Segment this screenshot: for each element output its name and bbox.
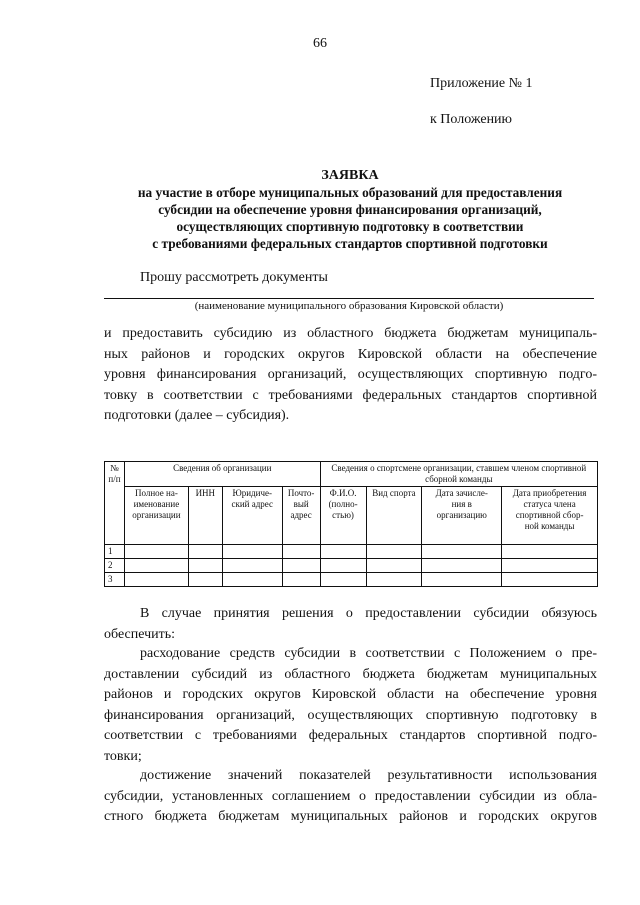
- field-caption: (наименование муниципального образования Кировской области): [194, 300, 504, 312]
- row-number: 2: [105, 559, 125, 573]
- header-text: организацию: [436, 510, 487, 520]
- table-cell: [422, 545, 502, 559]
- col-header-team-status-date: [502, 487, 598, 545]
- table-cell: [366, 559, 422, 573]
- header-text: вый: [293, 499, 309, 509]
- table-cell: [320, 545, 366, 559]
- header-text: статуса члена: [523, 499, 576, 509]
- col-num-header: [105, 462, 125, 545]
- header-text: адрес: [290, 510, 312, 520]
- table-cell: [366, 545, 422, 559]
- text-line: стного бюджета бюджетам муниципальных районов и городских округов: [104, 809, 597, 824]
- paragraph-spending: [104, 644, 597, 767]
- table-cell: [188, 573, 222, 587]
- table-cell: [320, 573, 366, 587]
- appendix-reference: к Положению: [430, 112, 513, 127]
- header-text: спортивной сбор-: [515, 510, 584, 520]
- table-cell: [502, 545, 598, 559]
- text-line: обеспечить:: [104, 626, 175, 642]
- header-text: стью): [332, 510, 354, 520]
- table-cell: [124, 573, 188, 587]
- table-row: [105, 545, 598, 559]
- table-cell: [124, 559, 188, 573]
- appendix-label: Приложение № 1: [430, 76, 533, 91]
- row-number: 1: [105, 545, 125, 559]
- table-cell: [282, 573, 320, 587]
- table-header-row: [105, 487, 598, 545]
- table-cell: [320, 559, 366, 573]
- text-line: районов и городских округов Кировской области на обеспечение уровня: [104, 687, 597, 702]
- header-text: ский адрес: [231, 499, 273, 509]
- table-cell: [282, 545, 320, 559]
- col-header-postal-address: [282, 487, 320, 545]
- text-line: В случае принятия решения о предоставлении субсидии обязуюсь: [140, 606, 597, 621]
- header-text: Вид спорта: [372, 488, 416, 498]
- title-line: с требованиями федеральных стандартов спортивной подготовки: [152, 236, 548, 251]
- header-text: Дата зачисле-: [435, 488, 488, 498]
- text-line: подготовки (далее – субсидия).: [104, 408, 290, 423]
- table-cell: [188, 545, 222, 559]
- text-line: субсидии, установленных соглашением о предоставлении субсидии из обла-: [104, 788, 597, 804]
- header-text: ной команды: [524, 521, 575, 531]
- text-line: уровня финансирования организаций, осуществляющих спортивную подго-: [104, 367, 597, 382]
- table-cell: [422, 573, 502, 587]
- group-athlete-header: Сведения о спортсмене организации, ставшем членом спортивной сборной команды: [320, 462, 597, 487]
- col-header-sport: [366, 487, 422, 545]
- table-row: [105, 573, 598, 587]
- document-title: [100, 167, 600, 252]
- table-cell: [222, 559, 282, 573]
- paragraph-subsidy-request: [104, 324, 597, 427]
- text-line: расходование средств субсидии в соответствии с Положением о пре-: [140, 646, 597, 661]
- title-line: субсидии на обеспечение уровня финансирования организаций,: [158, 202, 542, 217]
- text-line: финансирования организаций, осуществляющих спортивную подготовку в: [104, 707, 597, 723]
- text-line: товку в соответствии с требованиями федеральных стандартов спортивной: [104, 387, 597, 403]
- table-cell: [502, 559, 598, 573]
- title-line: осуществляющих спортивную подготовку в соответствии: [176, 219, 524, 234]
- table-cell: [282, 559, 320, 573]
- paragraph-performance: [104, 766, 597, 828]
- text-line: товки;: [104, 748, 142, 764]
- header-text: Полное на-: [134, 488, 178, 498]
- page-number: 66: [313, 36, 327, 51]
- header-text: Юридиче-: [232, 488, 272, 498]
- col-header-enrollment-date: [422, 487, 502, 545]
- fill-in-line: [104, 298, 594, 299]
- table-cell: [124, 545, 188, 559]
- header-text: ния в: [451, 499, 472, 509]
- text-line: и предоставить субсидию из областного бюджета бюджетам муниципаль-: [104, 326, 597, 341]
- col-header-inn: [188, 487, 222, 545]
- text-line: ных районов и городских округов Кировской области на обеспечение: [104, 346, 597, 362]
- text-line: доставлении субсидий из областного бюджета бюджетам муниципальных: [104, 666, 597, 682]
- table-group-header-row: [105, 462, 598, 487]
- col-header-org-name: [124, 487, 188, 545]
- col-header-legal-address: [222, 487, 282, 545]
- col-header-full-name: [320, 487, 366, 545]
- table-cell: [188, 559, 222, 573]
- header-text: №: [110, 463, 119, 473]
- header-text: организации: [132, 510, 181, 520]
- header-text: п/п: [108, 474, 121, 484]
- text-line: соответствии с требованиями федеральных стандартов спортивной подго-: [104, 728, 597, 743]
- table-row: [105, 559, 598, 573]
- title-main: ЗАЯВКА: [321, 168, 379, 183]
- header-text: (полно-: [328, 499, 358, 509]
- group-organization-header: Сведения об организации: [124, 462, 320, 487]
- table-cell: [502, 573, 598, 587]
- table-cell: [222, 545, 282, 559]
- table-cell: [366, 573, 422, 587]
- header-text: ИНН: [195, 488, 216, 498]
- table-cell: [422, 559, 502, 573]
- header-text: Ф.И.О.: [329, 488, 357, 498]
- request-text: Прошу рассмотреть документы: [140, 270, 328, 285]
- header-text: Почто-: [287, 488, 315, 498]
- header-text: Дата приобретения: [512, 488, 587, 498]
- text-line: достижение значений показателей результативности использования: [140, 768, 597, 783]
- info-table: [104, 461, 598, 587]
- header-text: именование: [133, 499, 180, 509]
- row-number: 3: [105, 573, 125, 587]
- title-line: на участие в отборе муниципальных образований для предоставления: [137, 185, 563, 200]
- paragraph-obligations-intro: [104, 604, 597, 645]
- table-cell: [222, 573, 282, 587]
